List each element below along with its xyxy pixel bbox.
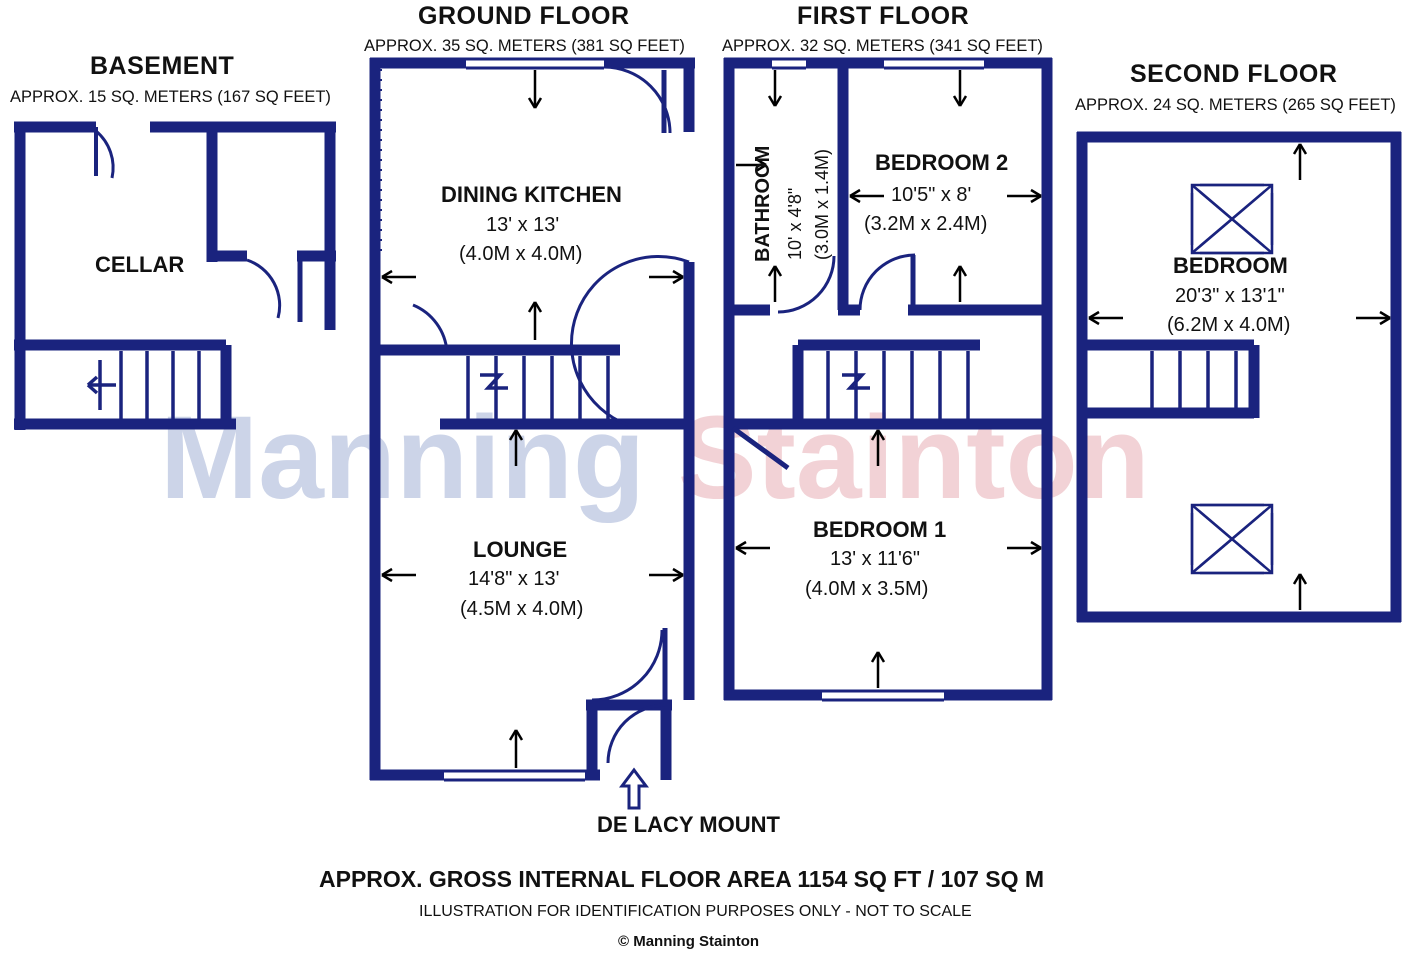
floor-title-second: SECOND FLOOR bbox=[1130, 60, 1338, 88]
room-name-dining-kitchen: DINING KITCHEN bbox=[441, 182, 622, 207]
floor-title-ground: GROUND FLOOR bbox=[418, 2, 630, 30]
room-dim-lounge-metric: (4.5M x 4.0M) bbox=[460, 598, 584, 620]
room-dim-dining-kitchen-metric: (4.0M x 4.0M) bbox=[459, 243, 583, 265]
room-dim-bedroom-2-metric: (3.2M x 2.4M) bbox=[864, 213, 988, 235]
room-name-lounge: LOUNGE bbox=[473, 537, 568, 562]
floor-title-basement: BASEMENT bbox=[90, 52, 235, 80]
footer-copyright: © Manning Stainton bbox=[618, 933, 760, 950]
room-dim-dining-kitchen-imperial: 13' x 13' bbox=[486, 214, 560, 236]
room-dim-lounge-imperial: 14'8" x 13' bbox=[468, 568, 560, 590]
room-name-bathroom: BATHROOM bbox=[752, 145, 774, 262]
watermark-part-2: Stainton bbox=[645, 392, 1150, 524]
street-label: DE LACY MOUNT bbox=[597, 812, 780, 837]
room-name-bedroom-2: BEDROOM 2 bbox=[875, 150, 1009, 175]
floor-area-second: APPROX. 24 SQ. METERS (265 SQ FEET) bbox=[1075, 96, 1396, 114]
room-name-bedroom: BEDROOM bbox=[1173, 253, 1288, 278]
room-dim-bedroom-metric: (6.2M x 4.0M) bbox=[1167, 314, 1291, 336]
room-dim-bedroom-2-imperial: 10'5" x 8' bbox=[891, 184, 972, 206]
room-dim-bedroom-1-imperial: 13' x 11'6" bbox=[830, 548, 920, 570]
room-dim-bedroom-imperial: 20'3" x 13'1" bbox=[1175, 285, 1285, 307]
room-dim-bathroom-metric: (3.0M x 1.4M) bbox=[812, 148, 832, 260]
watermark-part-1: Manning bbox=[160, 392, 646, 524]
floor-area-ground: APPROX. 35 SQ. METERS (381 SQ FEET) bbox=[364, 37, 685, 55]
floor-area-basement: APPROX. 15 SQ. METERS (167 SQ FEET) bbox=[10, 88, 331, 106]
room-name-cellar: CELLAR bbox=[95, 252, 185, 277]
floor-title-first: FIRST FLOOR bbox=[797, 2, 970, 30]
room-dim-bedroom-1-metric: (4.0M x 3.5M) bbox=[805, 578, 929, 600]
footer-area: APPROX. GROSS INTERNAL FLOOR AREA 1154 SQ FT / 107 SQ M bbox=[319, 866, 1045, 892]
floor-area-first: APPROX. 32 SQ. METERS (341 SQ FEET) bbox=[722, 37, 1043, 55]
room-name-bedroom-1: BEDROOM 1 bbox=[813, 517, 947, 542]
footer-disclaimer: ILLUSTRATION FOR IDENTIFICATION PURPOSES ONLY - NOT TO SCALE bbox=[419, 903, 972, 920]
room-dim-bathroom-imperial: 10' x 4'8" bbox=[785, 187, 805, 260]
